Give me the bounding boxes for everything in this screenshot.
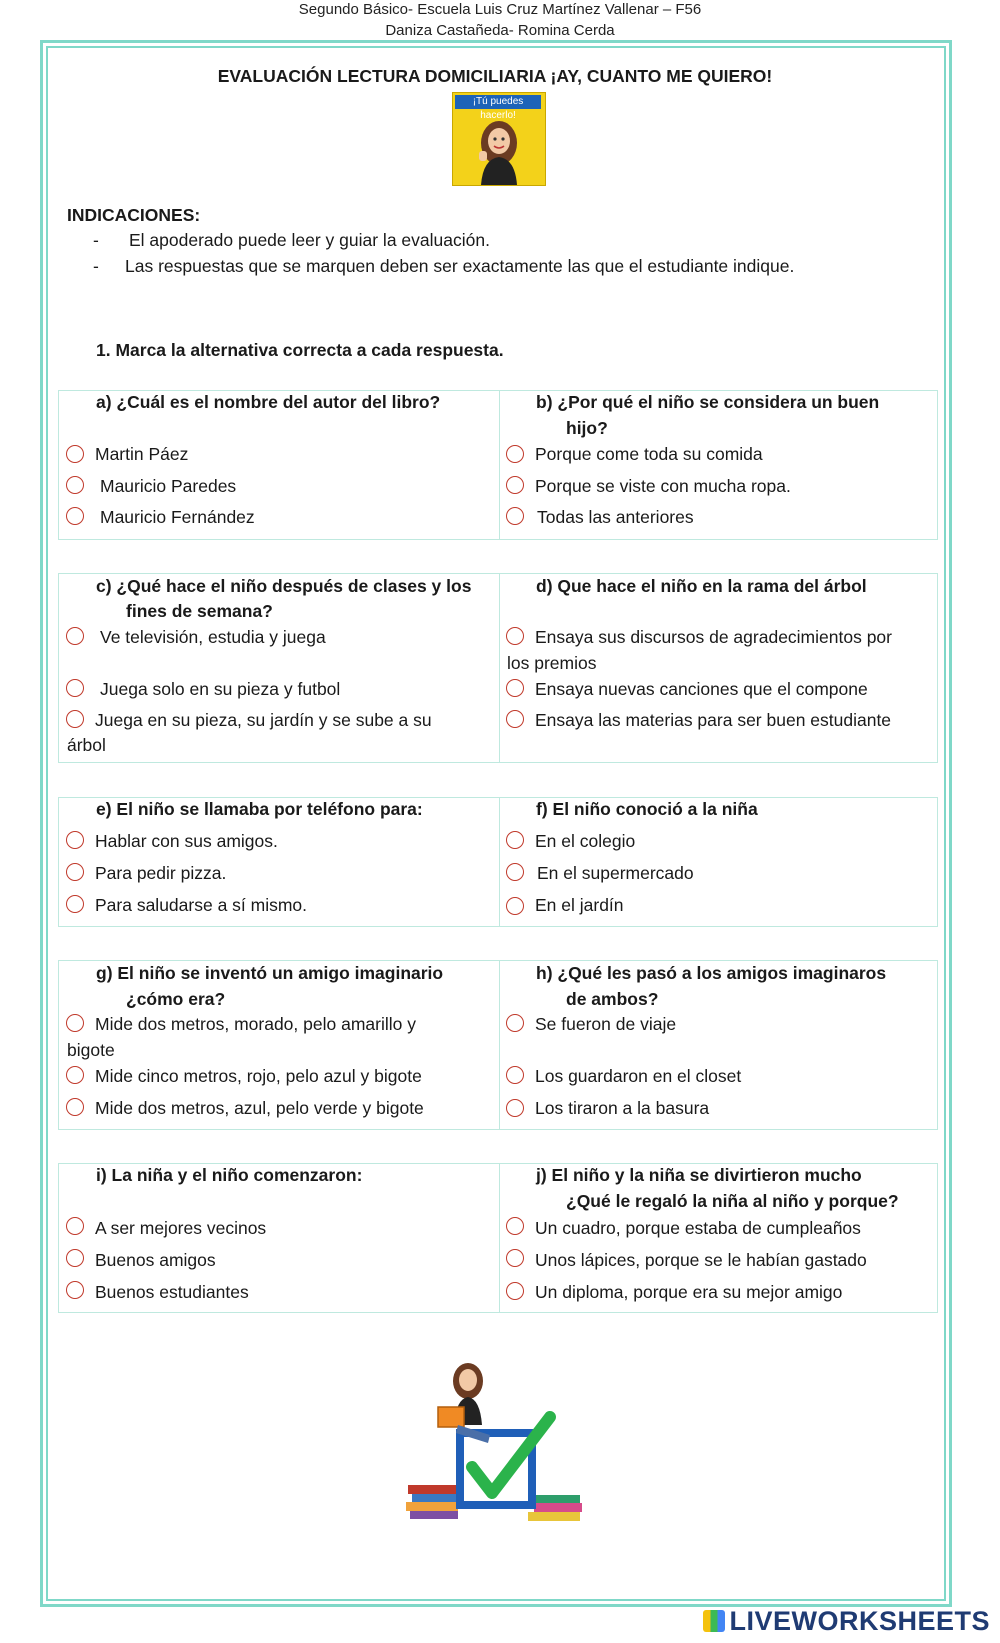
- option-b2-radio[interactable]: [506, 476, 524, 494]
- teacher-avatar-icon: [453, 93, 545, 185]
- instruction: 1. Marca la alternativa correcta a cada respuesta.: [96, 340, 504, 360]
- option-f3-radio[interactable]: [506, 897, 524, 915]
- option-i3-label: Buenos estudiantes: [95, 1282, 249, 1302]
- option-d2-radio[interactable]: [506, 679, 524, 697]
- option-j2-label: Unos lápices, porque se le habían gastado: [535, 1250, 867, 1270]
- option-c1-radio[interactable]: [66, 627, 84, 645]
- option-c2-radio[interactable]: [66, 679, 84, 697]
- option-i3-radio[interactable]: [66, 1281, 84, 1299]
- indication-dash-1: -: [93, 230, 99, 250]
- option-f2-radio[interactable]: [506, 863, 524, 881]
- liveworksheets-logo-icon: [703, 1610, 725, 1632]
- question-a: a) ¿Cuál es el nombre del autor del libro?: [96, 392, 441, 412]
- question-h-line2: de ambos?: [566, 989, 659, 1009]
- option-g1-label: Mide dos metros, morado, pelo amarillo y: [95, 1014, 416, 1034]
- question-i: i) La niña y el niño comenzaron:: [96, 1165, 363, 1185]
- option-f1-label: En el colegio: [535, 831, 636, 851]
- option-e3-radio[interactable]: [66, 895, 84, 913]
- option-a2-radio[interactable]: [66, 476, 84, 494]
- option-i1-radio[interactable]: [66, 1217, 84, 1235]
- option-a3-label: Mauricio Fernández: [100, 507, 255, 527]
- option-h1-radio[interactable]: [506, 1014, 524, 1032]
- books-right-icon: [528, 1495, 582, 1521]
- option-g2-label: Mide cinco metros, rojo, pelo azul y bigote: [95, 1066, 422, 1086]
- option-c3-label: Juega en su pieza, su jardín y se sube a su: [95, 710, 432, 730]
- option-j1-label: Un cuadro, porque estaba de cumpleaños: [535, 1218, 861, 1238]
- page-title: EVALUACIÓN LECTURA DOMICILIARIA ¡AY, CUANTO ME QUIERO!: [217, 66, 773, 86]
- option-e3-label: Para saludarse a sí mismo.: [95, 895, 308, 915]
- option-j2-radio[interactable]: [506, 1249, 524, 1267]
- option-j3-label: Un diploma, porque era su mejor amigo: [535, 1282, 843, 1302]
- option-a1-label: Martin Páez: [95, 444, 189, 464]
- badge-caption: ¡Tú puedes hacerlo!: [455, 95, 541, 109]
- liveworksheets-logo-text: LIVEWORKSHEETS: [729, 1606, 990, 1636]
- option-f3-label: En el jardín: [535, 895, 624, 915]
- option-i1-label: A ser mejores vecinos: [95, 1218, 267, 1238]
- option-d3-radio[interactable]: [506, 710, 524, 728]
- question-c: c) ¿Qué hace el niño después de clases y los: [96, 576, 472, 596]
- option-g2-radio[interactable]: [66, 1066, 84, 1084]
- question-j: j) El niño y la niña se divirtieron mucho: [536, 1165, 862, 1185]
- option-g3-label: Mide dos metros, azul, pelo verde y bigote: [95, 1098, 424, 1118]
- question-c-line2: fines de semana?: [126, 601, 273, 621]
- option-i2-radio[interactable]: [66, 1249, 84, 1267]
- option-b1-label: Porque come toda su comida: [535, 444, 763, 464]
- option-b3-label: Todas las anteriores: [537, 507, 694, 527]
- option-e2-radio[interactable]: [66, 863, 84, 881]
- reading-checkmark-illustration: [400, 1355, 600, 1530]
- option-d3-label: Ensaya las materias para ser buen estudiante: [535, 710, 892, 730]
- indication-2: Las respuestas que se marquen deben ser exactamente las que el estudiante indique.: [125, 256, 795, 276]
- option-c2-label: Juega solo en su pieza y futbol: [100, 679, 341, 699]
- question-d: d) Que hace el niño en la rama del árbol: [536, 576, 867, 596]
- option-h2-radio[interactable]: [506, 1066, 524, 1084]
- books-left-icon: [406, 1485, 458, 1519]
- option-e1-label: Hablar con sus amigos.: [95, 831, 278, 851]
- option-j1-radio[interactable]: [506, 1217, 524, 1235]
- option-h1-label: Se fueron de viaje: [535, 1014, 677, 1034]
- option-e1-radio[interactable]: [66, 831, 84, 849]
- question-e: e) El niño se llamaba por teléfono para:: [96, 799, 423, 819]
- option-c3-label-line2: árbol: [67, 735, 106, 755]
- option-a3-radio[interactable]: [66, 507, 84, 525]
- option-c1-label: Ve televisión, estudia y juega: [100, 627, 326, 647]
- indication-1: El apoderado puede leer y guiar la evaluación.: [129, 230, 490, 250]
- option-g1-label-line2: bigote: [67, 1040, 115, 1060]
- header-line-2: Daniza Castañeda- Romina Cerda: [385, 22, 615, 39]
- question-b-line2: hijo?: [566, 418, 608, 438]
- indications-heading: INDICACIONES:: [67, 205, 201, 225]
- indication-dash-2: -: [93, 256, 99, 276]
- option-j3-radio[interactable]: [506, 1282, 524, 1300]
- option-f2-label: En el supermercado: [537, 863, 694, 883]
- option-h2-label: Los guardaron en el closet: [535, 1066, 742, 1086]
- question-g-line2: ¿cómo era?: [126, 989, 226, 1009]
- option-h3-radio[interactable]: [506, 1099, 524, 1117]
- avatar-badge-image: [452, 92, 546, 186]
- option-a1-radio[interactable]: [66, 445, 84, 463]
- question-b: b) ¿Por qué el niño se considera un buen: [536, 392, 880, 412]
- header-line-1: Segundo Básico- Escuela Luis Cruz Martínez Vallenar – F56: [298, 1, 702, 18]
- option-d1-label: Ensaya sus discursos de agradecimientos por: [535, 627, 892, 647]
- option-d2-label: Ensaya nuevas canciones que el compone: [535, 679, 868, 699]
- option-b1-radio[interactable]: [506, 445, 524, 463]
- option-e2-label: Para pedir pizza.: [95, 863, 227, 883]
- option-g3-radio[interactable]: [66, 1098, 84, 1116]
- option-h3-label: Los tiraron a la basura: [535, 1098, 710, 1118]
- option-b2-label: Porque se viste con mucha ropa.: [535, 476, 791, 496]
- option-b3-radio[interactable]: [506, 507, 524, 525]
- option-c3-radio[interactable]: [66, 710, 84, 728]
- option-g1-radio[interactable]: [66, 1014, 84, 1032]
- question-f: f) El niño conoció a la niña: [536, 799, 758, 819]
- question-h: h) ¿Qué les pasó a los amigos imaginaros: [536, 963, 887, 983]
- option-i2-label: Buenos amigos: [95, 1250, 216, 1270]
- question-g: g) El niño se inventó un amigo imaginario: [96, 963, 444, 983]
- option-d1-radio[interactable]: [506, 627, 524, 645]
- option-f1-radio[interactable]: [506, 831, 524, 849]
- question-j-line2: ¿Qué le regaló la niña al niño y porque?: [566, 1191, 899, 1211]
- liveworksheets-logo[interactable]: [703, 1606, 990, 1637]
- option-a2-label: Mauricio Paredes: [100, 476, 237, 496]
- option-d1-label-line2: los premios: [507, 653, 597, 673]
